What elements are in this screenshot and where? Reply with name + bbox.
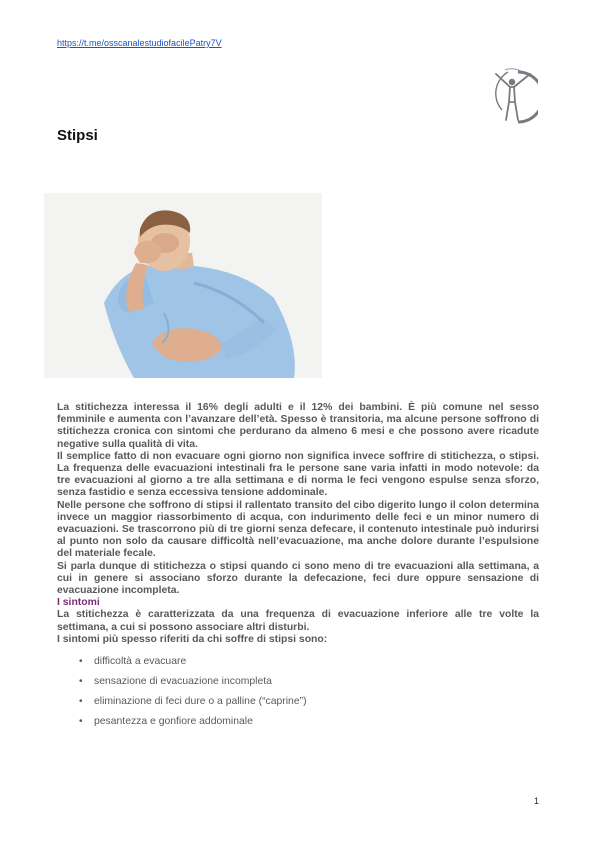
- paragraph-transit: Nelle persone che soffrono di stipsi il rallentato transito del cibo digerito lungo il colon determina invece un maggior riassorbimento di acqua, con indurimento delle feci e un minor numero di evacuazioni. Se trascorrono più di tre giorni senza defecare, il contenuto intestinale può indurirsi al punto non solo da causare difficoltà nell’evacuazione, ma anche dolore durante l’espulsione del materiale fecale.: [57, 499, 539, 560]
- section-heading-symptoms: I sintomi: [57, 597, 100, 609]
- article-body: [57, 402, 539, 732]
- list-item: • difficoltà a evacuare: [79, 652, 539, 672]
- bullet-icon: •: [79, 676, 83, 688]
- paragraph-frequency: Il semplice fatto di non evacuare ogni giorno non significa invece soffrire di stitichezza, o stipsi. La frequenza delle evacuazioni intestinali fra le persone sane varia infatti in modo notevole: da tre evacuazioni al giorno a tre alla settimana e di norma le feci vengono espulse senza sforzo, senza fastidio e senza eccessiva tensione addominale.: [57, 450, 539, 499]
- paragraph-symptoms-list-intro: I sintomi più spesso riferiti da chi soffre di stipsi sono:: [57, 633, 328, 645]
- paragraph-symptoms-intro: La stitichezza è caratterizzata da una frequenza di evacuazione inferiore alle tre volte la settimana, a cui si possono associare altri disturbi.: [57, 609, 539, 633]
- logo-icon: [488, 68, 538, 126]
- list-item: • eliminazione di feci dure o a palline (“caprine”): [79, 692, 539, 712]
- symptoms-list: [57, 652, 539, 732]
- paragraph-prevalence: La stitichezza interessa il 16% degli adulti e il 12% dei bambini. È più comune nel sesso femminile e aumenta con l’avanzare dell’età. Spesso è transitoria, ma alcune persone soffrono di stitichezza cronica con sintomi che perdurano da almeno 6 mesi e che possono avere ricadute negative sulla qualità di vita.: [57, 402, 539, 450]
- bullet-icon: •: [79, 656, 83, 668]
- photo-man-abdominal-pain: [44, 193, 322, 378]
- bullet-icon: •: [79, 716, 83, 728]
- paragraph-definition: Si parla dunque di stitichezza o stipsi quando ci sono meno di tre evacuazioni alla settimana, a cui in genere si associano sforzo durante la defecazione, feci dure oppure sensazione di evacuazione incompleta.: [57, 560, 539, 597]
- page-title: Stipsi: [57, 127, 98, 144]
- page-number: 1: [534, 796, 540, 806]
- list-item: • sensazione di evacuazione incompleta: [79, 672, 539, 692]
- list-item: • pesantezza e gonfiore addominale: [79, 712, 539, 732]
- bullet-icon: •: [79, 696, 83, 708]
- telegram-link[interactable]: https://t.me/osscanalestudiofacilePatry7V: [57, 38, 222, 48]
